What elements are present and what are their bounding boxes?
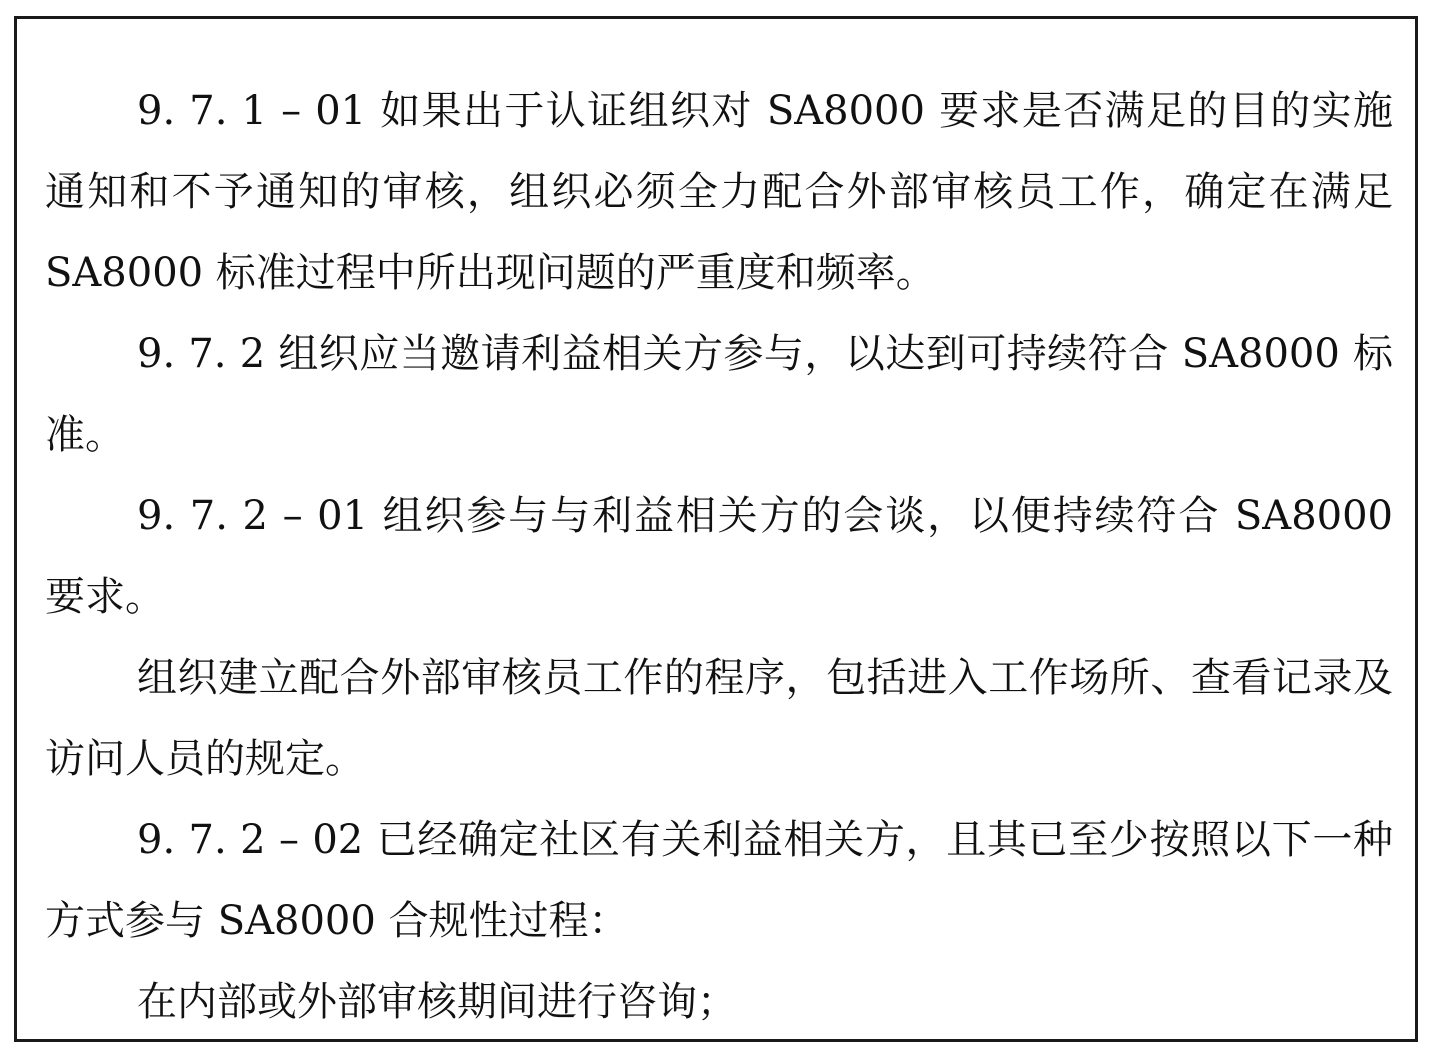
document-frame (14, 16, 1418, 1042)
document-body (45, 71, 1393, 1043)
paragraph-9-7-2-02: 9. 7. 2 – 02 已经确定社区有关利益相关方，且其已至少按照以下一种方式参与 SA8000 合规性过程： (45, 817, 1393, 944)
paragraph-9-7-2-01: 9. 7. 2 – 01 组织参与与利益相关方的会谈，以便持续符合 SA8000 要求。 (45, 493, 1393, 620)
paragraph-9-7-2: 9. 7. 2 组织应当邀请利益相关方参与，以达到可持续符合 SA8000 标准。 (45, 331, 1393, 458)
paragraph-procedure: 组织建立配合外部审核员工作的程序，包括进入工作场所、查看记录及访问人员的规定。 (45, 655, 1393, 782)
paragraph-consultation: 在内部或外部审核期间进行咨询； (137, 979, 737, 1025)
paragraph-9-7-1-01: 9. 7. 1 – 01 如果出于认证组织对 SA8000 要求是否满足的目的实施通知和不予通知的审核，组织必须全力配合外部审核员工作，确定在满足 SA8000 标准过程中所出现问题的严重度和频率。 (45, 88, 1393, 296)
